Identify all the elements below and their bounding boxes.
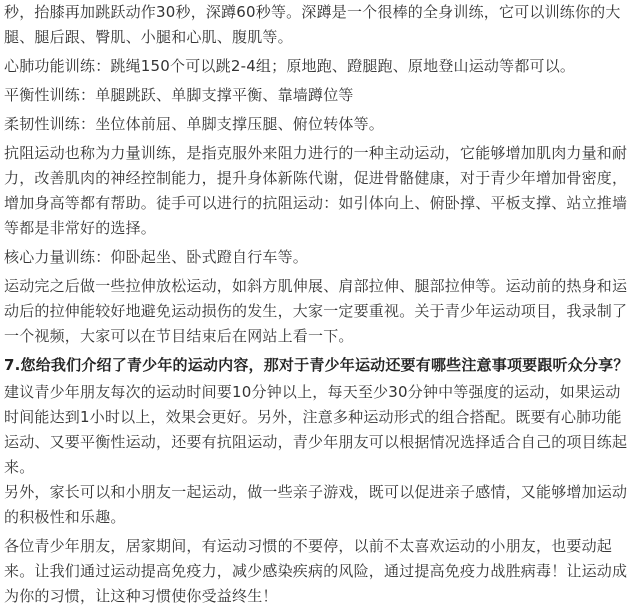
answer-closing: 各位青少年朋友，居家期间，有运动习惯的不要停，以前不太喜欢运动的小朋友，也要动起来。让我们通过运动提高免疫力，减少感染疾病的风险，通过提高免疫力战胜病毒！让运动成为你的习惯，让这种习惯使你受益终生！	[4, 537, 628, 605]
paragraph-flexibility-training: 柔韧性训练：坐位体前屈、单脚支撑压腿、俯位转体等。	[4, 115, 385, 133]
paragraph-cardio-training: 心肺功能训练：跳绳150个可以跳2-4组；原地跑、蹬腿跑、原地登山运动等都可以。	[4, 57, 576, 75]
paragraph-core-training: 核心力量训练：仰卧起坐、卧式蹬自行车等。	[4, 248, 309, 266]
paragraph-stretching: 运动完之后做一些拉伸放松运动，如斜方肌伸展、肩部拉伸、腿部拉伸等。运动前的热身和运动后的拉伸能较好地避免运动损伤的发生，大家一定要重视。关于青少年运动项目，我录制了一个视频，大家可以在节目结束后在网站上看一下。	[4, 277, 628, 345]
answer-parent-child: 另外，家长可以和小朋友一起运动，做一些亲子游戏，既可以促进亲子感情，又能够增加运动的积极性和乐趣。	[4, 483, 628, 526]
paragraph-resistance-training: 抗阻运动也称为力量训练，是指克服外来阻力进行的一种主动运动，它能够增加肌肉力量和耐力，改善肌肉的神经控制能力，提升身体新陈代谢，促进骨骼健康，对于青少年增加骨密度，增加身高等都有帮助。徒手可以进行的抗阻运动：如引体向上、俯卧撑、平板支撑、站立推墙等都是非常好的选择。	[4, 144, 628, 237]
question-heading: 7.您给我们介绍了青少年的运动内容，那对于青少年运动还要有哪些注意事项要跟听众分享？	[4, 356, 629, 374]
paragraph-full-body-training: 秒，抬膝再加跳跃动作30秒，深蹲60秒等。深蹲是一个很棒的全身训练，它可以训练你的大腿、腿后跟、臀肌、小腿和心肌、腹肌等。	[4, 3, 621, 46]
paragraph-balance-training: 平衡性训练：单腿跳跃、单脚支撑平衡、靠墙蹲位等	[4, 86, 354, 104]
answer-exercise-duration: 建议青少年朋友每次的运动时间要10分钟以上，每天至少30分钟中等强度的运动，如果运动时间能达到1小时以上，效果会更好。另外，注意多种运动形式的组合搭配。既要有心肺功能运动、又要平衡性运动，还要有抗阻运动，青少年朋友可以根据情况选择适合自己的项目练起来。	[4, 383, 628, 476]
